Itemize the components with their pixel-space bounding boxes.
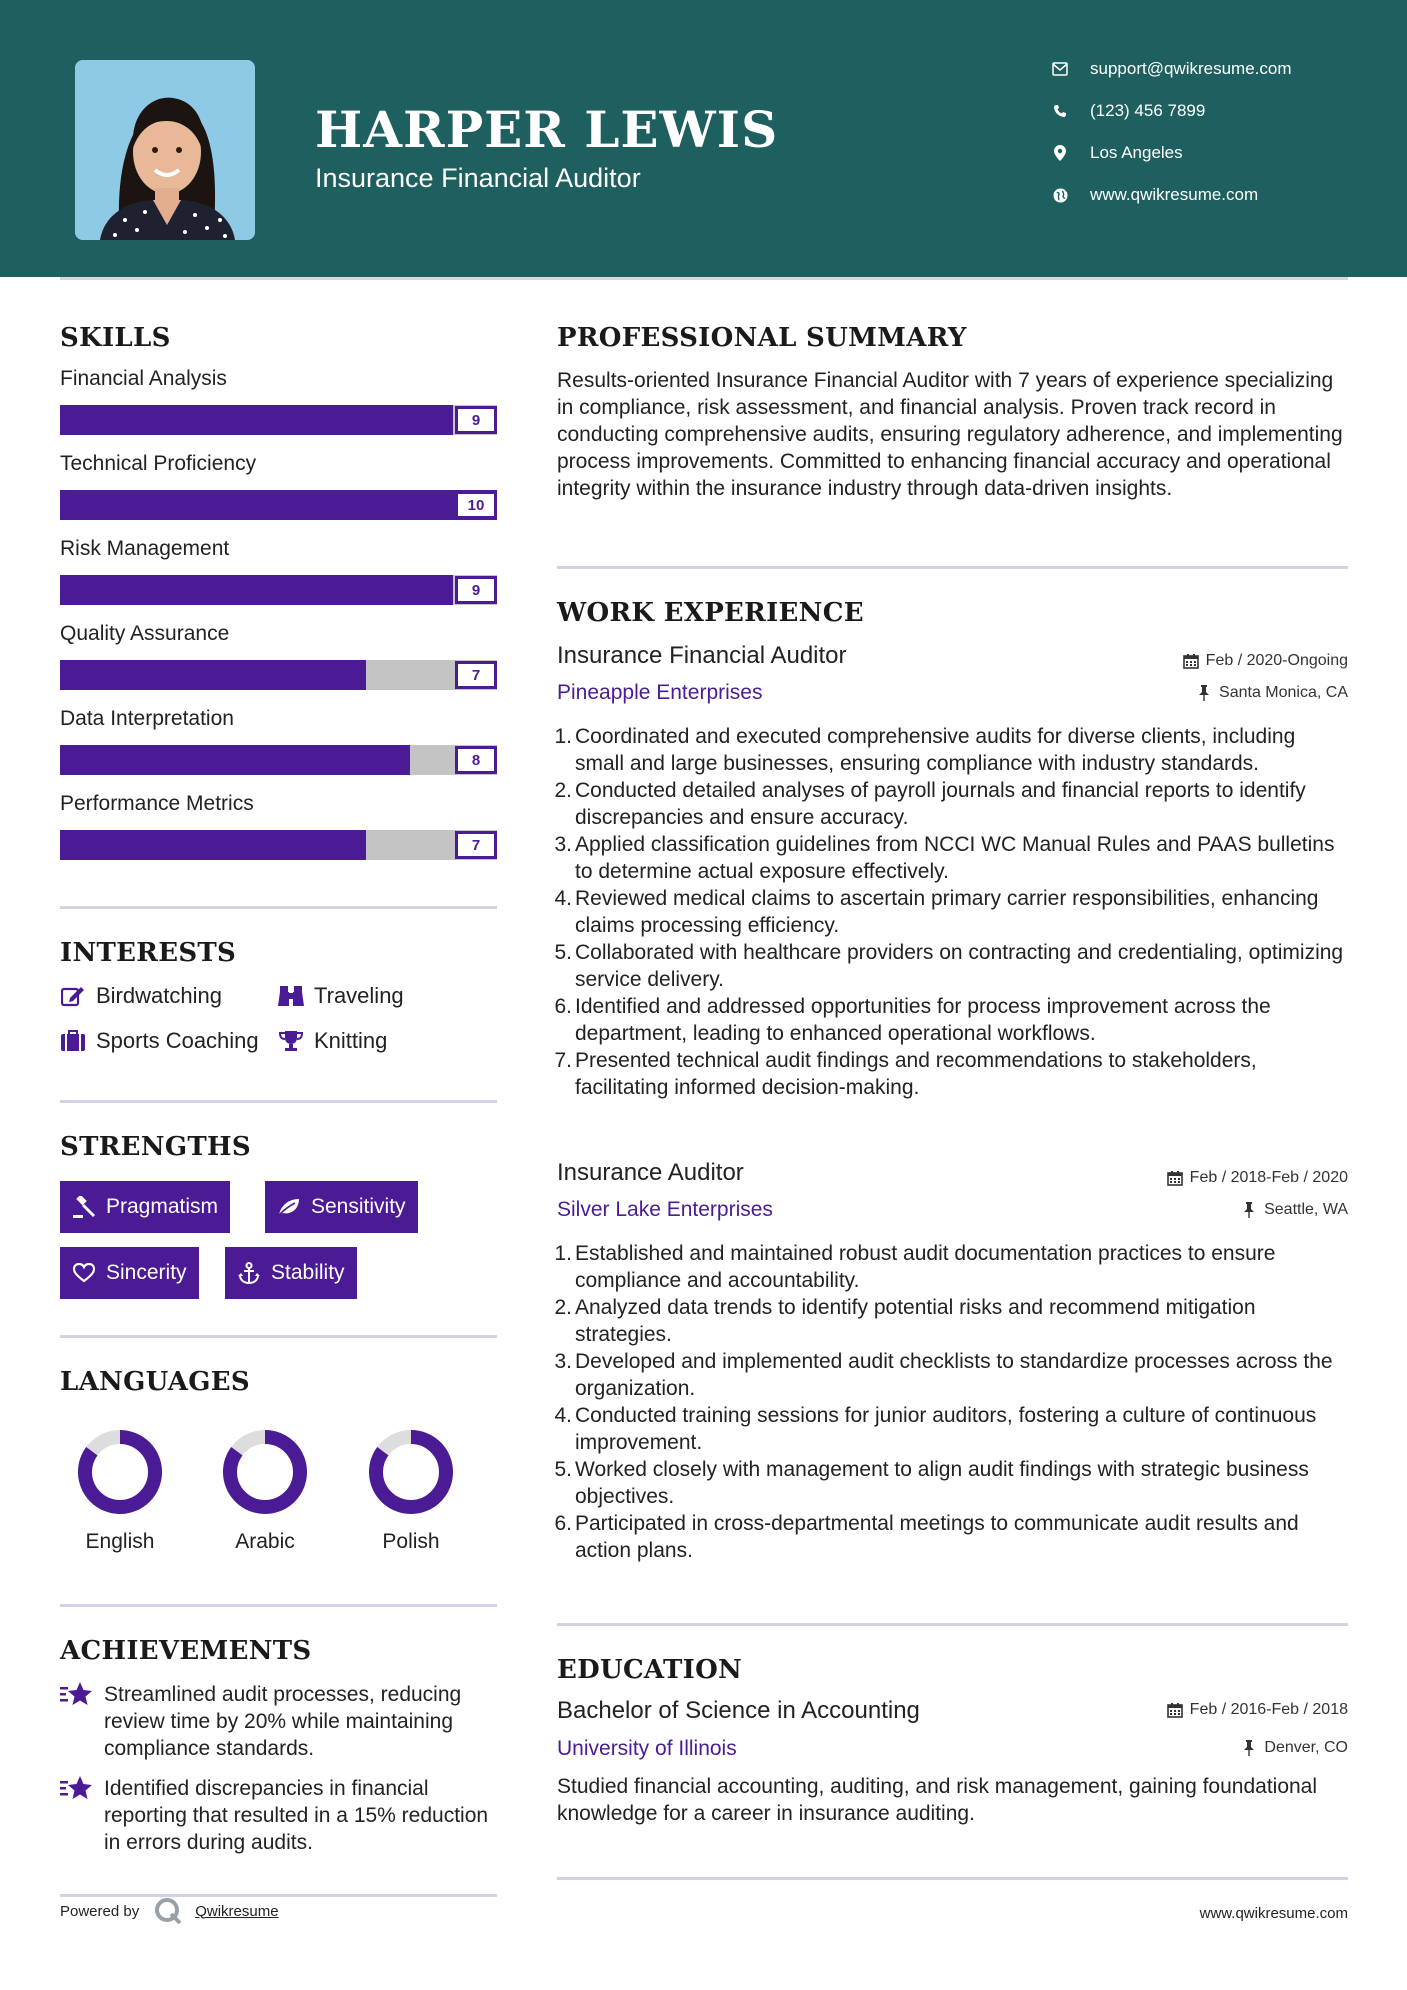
achievement-text: Streamlined audit processes, reducing review time by 20% while maintaining compliance standards. — [104, 1683, 462, 1760]
skill-bar-fill — [60, 745, 104, 775]
job-dates-text: Feb / 2020-Ongoing — [1205, 652, 1348, 669]
skill-bar-fill — [104, 745, 148, 775]
skill-bar-fill — [191, 745, 235, 775]
contact-location — [1050, 138, 1350, 168]
skill-bar — [60, 830, 497, 860]
skill-bar-fill — [279, 745, 323, 775]
bullet-text: Applied classification guidelines from NCCI WC Manual Rules and PAAS bulletins to determine actual exposure effectively. — [575, 833, 1335, 883]
briefcase-icon — [60, 1028, 86, 1054]
bullet-text: Conducted training sessions for junior auditors, fostering a culture of continuous improvement. — [575, 1404, 1317, 1454]
job-bullet — [550, 993, 1350, 1047]
job-bullet — [550, 831, 1350, 885]
job-dates — [1166, 1169, 1348, 1187]
job-bullet — [550, 1294, 1350, 1348]
interest-label: Sports Coaching — [96, 1028, 259, 1053]
skill-bar-fill — [147, 405, 191, 435]
skill-label: Financial Analysis — [60, 367, 227, 390]
bullet-text: Conducted detailed analyses of payroll journals and financial reports to identify discrepancies and ensure accuracy. — [575, 779, 1306, 829]
strengths-heading: STRENGTHS — [60, 1132, 251, 1162]
resume-header — [0, 0, 1407, 277]
pushpin-icon — [1240, 1739, 1258, 1757]
bullet-text: Coordinated and executed comprehensive audits for diverse clients, including small and large businesses, ensuring compliance with industry standards. — [575, 725, 1296, 775]
skill-bar-fill — [60, 575, 104, 605]
education-location-text: Denver, CO — [1264, 1739, 1348, 1756]
job-dates — [1182, 652, 1348, 670]
skill-bar-fill — [191, 405, 235, 435]
skill-bar-fill — [60, 405, 104, 435]
interest-label: Birdwatching — [96, 983, 222, 1008]
calendar-icon — [1182, 652, 1200, 670]
job-bullet — [550, 1510, 1350, 1564]
skill-bar-fill — [235, 575, 279, 605]
skill-bar-fill — [235, 830, 279, 860]
bullet-number: 5. — [554, 1458, 572, 1481]
skill-bar-fill — [322, 490, 366, 520]
skill-bar-fill — [366, 490, 410, 520]
skill-bar-fill — [147, 745, 191, 775]
skill-bar-fill — [235, 490, 279, 520]
skill-bar-fill — [322, 830, 366, 860]
leaf-icon — [277, 1195, 301, 1219]
education-location — [1240, 1739, 1348, 1757]
job-title: Insurance Financial Auditor — [557, 642, 847, 669]
skill-bar-fill — [279, 405, 323, 435]
degree-title: Bachelor of Science in Accounting — [557, 1697, 920, 1724]
binoculars-icon — [278, 983, 304, 1009]
calendar-icon — [1166, 1169, 1184, 1187]
skill-bar — [60, 575, 497, 605]
language-label: English — [85, 1530, 155, 1553]
education-dates-text: Feb / 2016-Feb / 2018 — [1189, 1701, 1348, 1718]
strength-badge — [60, 1247, 199, 1299]
bullet-text: Reviewed medical claims to ascertain primary carrier responsibilities, enhancing claims processing efficiency. — [575, 887, 1319, 937]
language-ring — [75, 1427, 165, 1517]
skill-label: Quality Assurance — [60, 622, 230, 645]
bullet-number: 1. — [554, 1242, 572, 1265]
company-name: Silver Lake Enterprises — [557, 1198, 773, 1221]
skill-bar — [60, 490, 497, 520]
section-divider — [557, 1877, 1348, 1880]
anchor-icon — [237, 1261, 261, 1285]
bullet-number: 4. — [554, 887, 572, 910]
skill-bar-fill — [410, 575, 454, 605]
envelope-icon — [1050, 59, 1070, 79]
star-icon — [60, 1775, 94, 1805]
pushpin-icon — [1240, 1201, 1258, 1219]
skill-bar-fill — [322, 660, 366, 690]
summary-heading: PROFESSIONAL SUMMARY — [557, 323, 967, 353]
achievement-text: Identified discrepancies in financial reporting that resulted in a 15% reduction in errors during audits. — [104, 1777, 489, 1854]
language-ring — [220, 1427, 310, 1517]
skill-bar-fill — [147, 575, 191, 605]
trophy-icon — [278, 1028, 304, 1054]
skill-bar-fill — [60, 660, 104, 690]
skill-bar-fill — [147, 490, 191, 520]
skill-bar-fill — [104, 830, 148, 860]
bullet-text: Presented technical audit findings and recommendations to stakeholders, facilitating informed decision-making. — [575, 1049, 1257, 1099]
section-divider — [557, 566, 1348, 569]
skill-label: Performance Metrics — [60, 792, 254, 815]
skill-bar-empty — [410, 745, 454, 775]
strength-badge — [60, 1181, 230, 1233]
job-bullets — [550, 1240, 1350, 1564]
section-divider — [557, 1623, 1348, 1626]
skill-label: Risk Management — [60, 537, 230, 560]
candidate-title: Insurance Financial Auditor — [315, 163, 641, 193]
skill-bar-fill — [191, 830, 235, 860]
powered-by — [60, 1896, 279, 1926]
bullet-text: Collaborated with healthcare providers on contracting and credentialing, optimizing service delivery. — [575, 941, 1344, 991]
skill-bar-fill — [235, 660, 279, 690]
skill-label: Data Interpretation — [60, 707, 234, 730]
skill-bar-empty — [366, 660, 410, 690]
achievements-heading: ACHIEVEMENTS — [60, 1636, 312, 1666]
contact-location-text: Los Angeles — [1090, 143, 1183, 162]
bullet-text: Worked closely with management to align audit findings with strategic business objectives. — [575, 1458, 1309, 1508]
skill-score: 9 — [455, 406, 497, 434]
bullet-number: 4. — [554, 1404, 572, 1427]
skill-bar-fill — [191, 660, 235, 690]
skill-bar-fill — [322, 745, 366, 775]
interest-item — [60, 1028, 259, 1054]
skill-bar — [60, 745, 497, 775]
bullet-number: 3. — [554, 1350, 572, 1373]
job-dates-text: Feb / 2018-Feb / 2020 — [1189, 1169, 1348, 1186]
skill-bar-fill — [322, 575, 366, 605]
map-pin-icon — [1050, 143, 1070, 163]
skill-bar-fill — [60, 490, 104, 520]
pushpin-icon — [1195, 684, 1213, 702]
skill-bar-empty — [410, 660, 454, 690]
bullet-number: 7. — [554, 1049, 572, 1072]
pencil-square-icon — [60, 983, 86, 1009]
skill-bar-fill — [191, 575, 235, 605]
skill-bar-fill — [147, 660, 191, 690]
interest-item — [278, 983, 404, 1009]
skills-heading: SKILLS — [60, 323, 171, 353]
job-location — [1195, 684, 1348, 702]
star-icon — [60, 1681, 94, 1711]
header-divider — [60, 277, 1348, 280]
job-bullet — [550, 1348, 1350, 1402]
skill-bar-fill — [366, 405, 410, 435]
language-ring — [366, 1427, 456, 1517]
experience-heading: WORK EXPERIENCE — [557, 598, 864, 628]
bullet-text: Established and maintained robust audit documentation practices to ensure compliance and accountability. — [575, 1242, 1276, 1292]
skill-bar-fill — [104, 490, 148, 520]
contact-website[interactable] — [1050, 180, 1350, 210]
bullet-number: 3. — [554, 833, 572, 856]
globe-icon — [1050, 185, 1070, 205]
contact-phone-text: (123) 456 7899 — [1090, 101, 1206, 120]
skill-bar-fill — [147, 830, 191, 860]
qwikresume-link[interactable]: Qwikresume — [195, 1902, 279, 1920]
skill-bar — [60, 405, 497, 435]
skill-bar-fill — [279, 490, 323, 520]
education-dates — [1166, 1701, 1348, 1719]
bullet-number: 2. — [554, 1296, 572, 1319]
skill-bar-fill — [60, 830, 104, 860]
interest-item — [278, 1028, 387, 1054]
skill-bar-fill — [366, 575, 410, 605]
skill-bar-fill — [410, 490, 454, 520]
profile-photo — [75, 60, 255, 240]
summary-text: Results-oriented Insurance Financial Auditor with 7 years of experience specializing in compliance, risk assessment, and financial analysis. Proven track record in conducting comprehensive audits, ensuring regulatory adherence, and implementing process improvements. Committed to enhancing financial accuracy and operational integrity within the insurance industry through data-driven insights. — [557, 369, 1343, 500]
job-location-text: Santa Monica, CA — [1219, 684, 1348, 701]
strength-label: Sincerity — [106, 1261, 187, 1284]
language-label: Polish — [382, 1530, 440, 1553]
interests-heading: INTERESTS — [60, 938, 237, 968]
job-location — [1240, 1201, 1348, 1219]
contact-phone[interactable] — [1050, 96, 1350, 126]
skill-score: 10 — [455, 491, 497, 519]
company-name: Pineapple Enterprises — [557, 681, 763, 704]
bullet-text: Analyzed data trends to identify potential risks and recommend mitigation strategies. — [575, 1296, 1256, 1346]
footer-website[interactable]: www.qwikresume.com — [1199, 1905, 1348, 1922]
interest-label: Knitting — [314, 1028, 388, 1053]
skill-bar-empty — [366, 830, 410, 860]
job-bullet — [550, 1240, 1350, 1294]
job-bullet — [550, 1402, 1350, 1456]
job-bullet — [550, 939, 1350, 993]
skill-bar-fill — [410, 405, 454, 435]
skill-bar-fill — [279, 660, 323, 690]
job-bullet — [550, 777, 1350, 831]
section-divider — [60, 1604, 497, 1607]
skill-bar — [60, 660, 497, 690]
contact-website-text: www.qwikresume.com — [1090, 185, 1259, 204]
skill-bar-fill — [191, 490, 235, 520]
bullet-text: Developed and implemented audit checklists to standardize processes across the organization. — [575, 1350, 1333, 1400]
bullet-number: 5. — [554, 941, 572, 964]
contact-email-text: support@qwikresume.com — [1090, 59, 1292, 78]
heart-icon — [72, 1261, 96, 1285]
skill-bar-fill — [366, 745, 410, 775]
job-bullet — [550, 1456, 1350, 1510]
candidate-name: HARPER LEWIS — [315, 100, 779, 159]
contact-email[interactable] — [1050, 54, 1350, 84]
school-name: University of Illinois — [557, 1737, 737, 1760]
calendar-icon — [1166, 1701, 1184, 1719]
powered-by-text: Powered by — [60, 1902, 140, 1920]
job-bullets — [550, 723, 1350, 1101]
education-description: Studied financial accounting, auditing, and risk management, gaining foundational knowledge for a career in insurance auditing. — [557, 1775, 1318, 1825]
bullet-number: 1. — [554, 725, 572, 748]
job-bullet — [550, 885, 1350, 939]
job-location-text: Seattle, WA — [1264, 1201, 1348, 1218]
skill-bar-fill — [104, 575, 148, 605]
achievement-item — [60, 1681, 500, 1762]
section-divider — [60, 906, 497, 909]
section-divider — [60, 1335, 497, 1338]
skill-bar-fill — [104, 405, 148, 435]
section-divider — [60, 1100, 497, 1103]
skill-score: 9 — [455, 576, 497, 604]
strength-label: Pragmatism — [106, 1195, 219, 1218]
gavel-icon — [72, 1195, 96, 1219]
strength-label: Stability — [271, 1261, 345, 1284]
skill-score: 7 — [455, 831, 497, 859]
job-title: Insurance Auditor — [557, 1159, 744, 1186]
skill-bar-fill — [104, 660, 148, 690]
job-bullet — [550, 723, 1350, 777]
skill-bar-fill — [279, 575, 323, 605]
strength-badge — [265, 1181, 418, 1233]
bullet-text: Identified and addressed opportunities for process improvement across the department, leading to enhanced operational workflows. — [575, 995, 1271, 1045]
education-heading: EDUCATION — [557, 1655, 743, 1685]
strength-label: Sensitivity — [311, 1195, 406, 1218]
skill-label: Technical Proficiency — [60, 452, 257, 475]
skill-bar-fill — [322, 405, 366, 435]
skill-bar-fill — [235, 745, 279, 775]
phone-icon — [1050, 101, 1070, 121]
language-label: Arabic — [235, 1530, 295, 1553]
bullet-number: 6. — [554, 1512, 572, 1535]
skill-score: 7 — [455, 661, 497, 689]
languages-heading: LANGUAGES — [60, 1367, 250, 1397]
interest-label: Traveling — [314, 983, 404, 1008]
job-bullet — [550, 1047, 1350, 1101]
skill-bar-fill — [235, 405, 279, 435]
skill-score: 8 — [455, 746, 497, 774]
bullet-number: 6. — [554, 995, 572, 1018]
skill-bar-empty — [410, 830, 454, 860]
bullet-number: 2. — [554, 779, 572, 802]
strength-badge — [225, 1247, 357, 1299]
qwikresume-logo-icon — [153, 1896, 183, 1926]
interest-item — [60, 983, 222, 1009]
achievement-item — [60, 1775, 500, 1856]
skill-bar-fill — [279, 830, 323, 860]
bullet-text: Participated in cross-departmental meetings to communicate audit results and action plans. — [575, 1512, 1299, 1562]
